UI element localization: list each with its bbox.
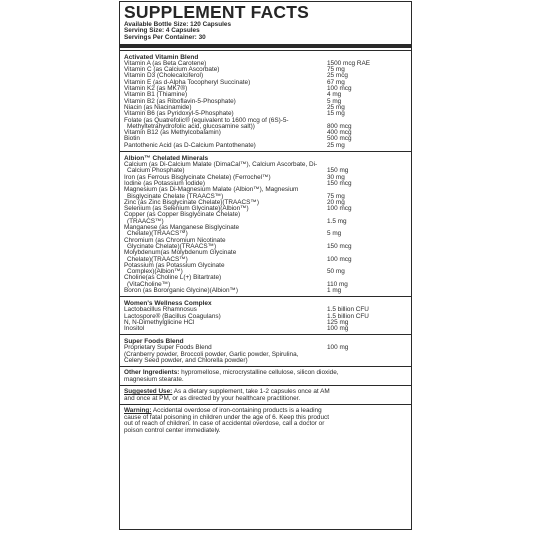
nutrient-name-line: Complex)(Albion™) (127, 268, 183, 276)
nutrient-name-line: Vitamin E (as d-Alpha Tocopheryl Succinate) (124, 78, 251, 86)
nutrient-amount (327, 187, 407, 200)
nutrient-name-line: Inositol (124, 325, 145, 333)
warning-label: Warning: (124, 407, 152, 415)
nutrient-name-line: Chelate)(TRAACS™) (127, 255, 188, 263)
nutrient-name-line: Lactobacillus Rhamnosus (124, 306, 197, 314)
nutrient-amount-line: 25 mg (327, 141, 345, 149)
nutrient-amount-line: 15 mg (327, 110, 345, 118)
nutrient-name-line: Iodine (as Potassium Iodide) (124, 179, 205, 187)
nutrient-name (124, 162, 320, 175)
nutrient-name (124, 288, 320, 294)
nutrient-amount (327, 288, 407, 294)
nutrient-name-line: Manganese (as Manganese Bisglycinate (124, 224, 240, 232)
nutrient-name-line: Glycinate Chelate)(TRAACS™) (127, 242, 217, 250)
nutrient-amount-line: 1500 mcg RAE (327, 59, 370, 67)
divider (120, 296, 411, 297)
serving-size: Serving Size: 4 Capsules (124, 27, 200, 35)
nutrient-name-line: Niacin (as Niacinamide) (124, 103, 192, 111)
warning-line: poison control center immediately. (124, 426, 221, 434)
nutrient-name-line: Zinc (as Zinc Bisglycinate Chelate)(TRAACS™) (124, 198, 259, 206)
nutrient-section (120, 300, 411, 332)
other-ingredients-line: magnesium stearate. (124, 375, 184, 383)
nutrient-name-line: Choline(as Choline L(+) Bitartrate) (124, 274, 222, 282)
nutrient-amount-line: 1.5 billion CFU (327, 306, 369, 314)
suggested-use-line: As a dietary supplement, take 1-2 capsules once at AM (172, 388, 330, 396)
other-ingredients-line: hypromellose, microcrystalline cellulose, silicon dioxide, (179, 369, 339, 377)
nutrient-name-line: (TRAACS™) (127, 217, 164, 225)
nutrient-amount-line: 20 mg (327, 198, 345, 206)
nutrient-row (124, 250, 407, 263)
nutrient-name-line: (VitaCholine™) (127, 280, 171, 288)
nutrient-name (124, 143, 320, 149)
suggested-use-label: Suggested Use: (124, 388, 173, 396)
nutrient-name-line: Vitamin B12 (as Methylcobalamin) (124, 129, 221, 137)
nutrient-name-line: Vitamin D3 (Cholecalciferol) (124, 72, 204, 80)
nutrient-amount-line: 400 mcg (327, 129, 352, 137)
nutrient-amount (327, 225, 407, 238)
warning-line: Accidental overdose of iron-containing products is a leading (151, 407, 322, 415)
nutrient-name (124, 250, 320, 263)
nutrient-name-line: Selenium (as Selenium Glycinate)(Albion™) (124, 205, 249, 213)
warning-line: cause of fatal poisoning in children under the age of 6. Keep this product (124, 413, 329, 421)
other-ingredients (120, 370, 411, 383)
nutrient-amount (327, 212, 407, 225)
nutrient-amount-line: 1 mg (327, 286, 342, 294)
section-title: Women's Wellness Complex (124, 300, 212, 308)
nutrient-name-line: Chromium (as Chromium Nicotinate (124, 236, 226, 244)
divider (120, 50, 411, 51)
nutrient-name-line: Iron (as Ferrous Bisglycinate Chelate) (Ferrochel™) (124, 173, 271, 181)
nutrient-name-line: Celery Seed powder, and Chlorella powder) (124, 357, 248, 365)
nutrient-name-line: Pantothenic Acid (as D-Calcium Pantothenate) (124, 141, 256, 149)
divider (120, 404, 411, 405)
nutrient-amount-line: 1.5 billion CFU (327, 312, 369, 320)
nutrient-name-line: Vitamin B6 (as Pyridoxyl-5-Phosphate) (124, 110, 234, 118)
nutrient-amount-line: 100 mg (327, 344, 349, 352)
warning (120, 408, 411, 434)
servings-per-container: Servings Per Container: 30 (124, 33, 206, 41)
nutrient-amount (327, 238, 407, 251)
nutrient-name (124, 187, 320, 200)
nutrient-amount-line: 800 mcg (327, 122, 352, 130)
nutrient-row (124, 225, 407, 238)
nutrient-name-line: Magnesium (as Di-Magnesium Malate (Albion™), Magnesium (124, 186, 299, 194)
nutrient-row (124, 288, 407, 294)
serving-info (120, 22, 411, 41)
bottle-size: Available Bottle Size: 120 Capsules (124, 21, 232, 28)
nutrient-name-line: Folate (as Quatrefolic® (equivalent to 1600 mcg of (6S)-5- (124, 116, 289, 124)
nutrient-row (124, 162, 407, 175)
divider (120, 385, 411, 386)
nutrient-amount-line: 1.5 mg (327, 217, 347, 225)
nutrient-amount-line: 110 mg (327, 280, 348, 288)
nutrient-name-line: Calcium (as Di-Calcium Malate (DimaCal™), Calcium Ascorbate, Di- (124, 161, 318, 169)
nutrient-name-line: Copper (as Copper Bisglycinate Chelate) (124, 211, 241, 219)
nutrient-name-line: Boron (as Bororganic Glycine)(Albion™) (124, 286, 239, 294)
nutrient-amount (327, 143, 407, 149)
section-title: Activated Vitamin Blend (124, 53, 199, 61)
nutrient-name-line: Vitamin A (as Beta Carotene) (124, 59, 207, 67)
nutrient-row (124, 326, 407, 332)
nutrient-amount-line: 25 mcg (327, 72, 348, 80)
nutrient-section (120, 54, 411, 149)
nutrient-sections (120, 50, 411, 364)
nutrient-amount-line: 100 mcg (327, 85, 352, 93)
nutrient-row (124, 143, 407, 149)
divider (120, 151, 411, 152)
divider (120, 334, 411, 335)
section-title: Albion™ Chelated Minerals (124, 155, 209, 163)
nutrient-amount (327, 326, 407, 332)
nutrient-amount-line: 75 mg (327, 66, 345, 74)
section-title: Super Foods Blend (124, 338, 184, 346)
nutrient-amount-line: 100 mcg (327, 255, 352, 263)
nutrient-amount-line: 25 mg (327, 103, 345, 111)
nutrient-amount-line: 100 mcg (327, 205, 352, 213)
nutrient-amount-line: 100 mg (327, 325, 349, 333)
nutrient-section (120, 155, 411, 294)
nutrient-amount-line: 75 mg (327, 192, 345, 200)
nutrient-amount (327, 162, 407, 175)
nutrient-name-line: Molybdenum(as Molybdenum Glycinate (124, 249, 237, 257)
nutrient-name (124, 345, 320, 364)
warning-line: out of reach of children. In case of accidental overdose, call a doctor or (124, 420, 325, 428)
nutrient-name-line: Calcium Phosphate) (127, 167, 185, 175)
other-ingredients-label: Other Ingredients: (124, 369, 180, 377)
nutrient-amount-line: 150 mg (327, 167, 349, 175)
nutrient-amount (327, 250, 407, 263)
nutrient-amount-line (327, 358, 407, 364)
nutrient-amount-line: 125 mg (327, 318, 349, 326)
nutrient-row (124, 345, 407, 364)
nutrient-name-line: Vitamin C (as Calcium Ascorbate) (124, 66, 220, 74)
nutrient-amount-line: 67 mg (327, 78, 345, 86)
nutrient-section (120, 338, 411, 364)
divider (120, 44, 411, 48)
panel-title: SUPPLEMENT FACTS (124, 2, 310, 22)
nutrient-name-line: Bisglycinate Chelate (TRAACS™) (127, 192, 224, 200)
supplement-facts-panel (119, 1, 412, 530)
divider (120, 366, 411, 367)
suggested-use-line: and once at PM, or as directed by your healthcare practitioner. (124, 394, 301, 402)
nutrient-amount-line: 5 mg (327, 230, 342, 238)
nutrient-amount-line: 150 mcg (327, 179, 352, 187)
nutrient-name-line: Vitamin B1 (Thiamine) (124, 91, 188, 99)
nutrient-name-line: Lactospore® (Bacillus Coagulans) (124, 312, 221, 320)
nutrient-amount-line: 4 mg (327, 91, 342, 99)
nutrient-name-line: Vitamin B2 (as Riboflavin-5-Phosphate) (124, 97, 236, 105)
nutrient-amount-line: 30 mg (327, 173, 345, 181)
nutrient-name-line: N, N-Dimethylglicine HCl (124, 318, 195, 326)
nutrient-name-line: Biotin (124, 135, 140, 143)
nutrient-amount-line: 500 mcg (327, 135, 352, 143)
nutrient-amount-line: 5 mg (327, 97, 342, 105)
nutrient-amount-line: 150 mcg (327, 242, 352, 250)
nutrient-amount-line: 50 mg (327, 268, 345, 276)
suggested-use (120, 389, 411, 402)
nutrient-name-line: (Cranberry powder, Broccoli powder, Garlic powder, Spirulina, (124, 350, 299, 358)
nutrient-name-line: Vitamin K2 (as MK7®) (124, 85, 188, 93)
nutrient-amount (327, 263, 407, 276)
nutrient-row (124, 187, 407, 200)
nutrient-name (124, 225, 320, 238)
nutrient-name-line: Chelate)(TRAACS™) (127, 230, 188, 238)
nutrient-name-line: Methyltetrahydrofolic acid, glucosamine salt)) (127, 122, 255, 130)
nutrient-amount (327, 345, 407, 364)
nutrient-name (124, 326, 320, 332)
nutrient-name-line: Potassium (as Potassium Glycinate (124, 261, 225, 269)
nutrient-name-line: Proprietary Super Foods Blend (124, 344, 212, 352)
